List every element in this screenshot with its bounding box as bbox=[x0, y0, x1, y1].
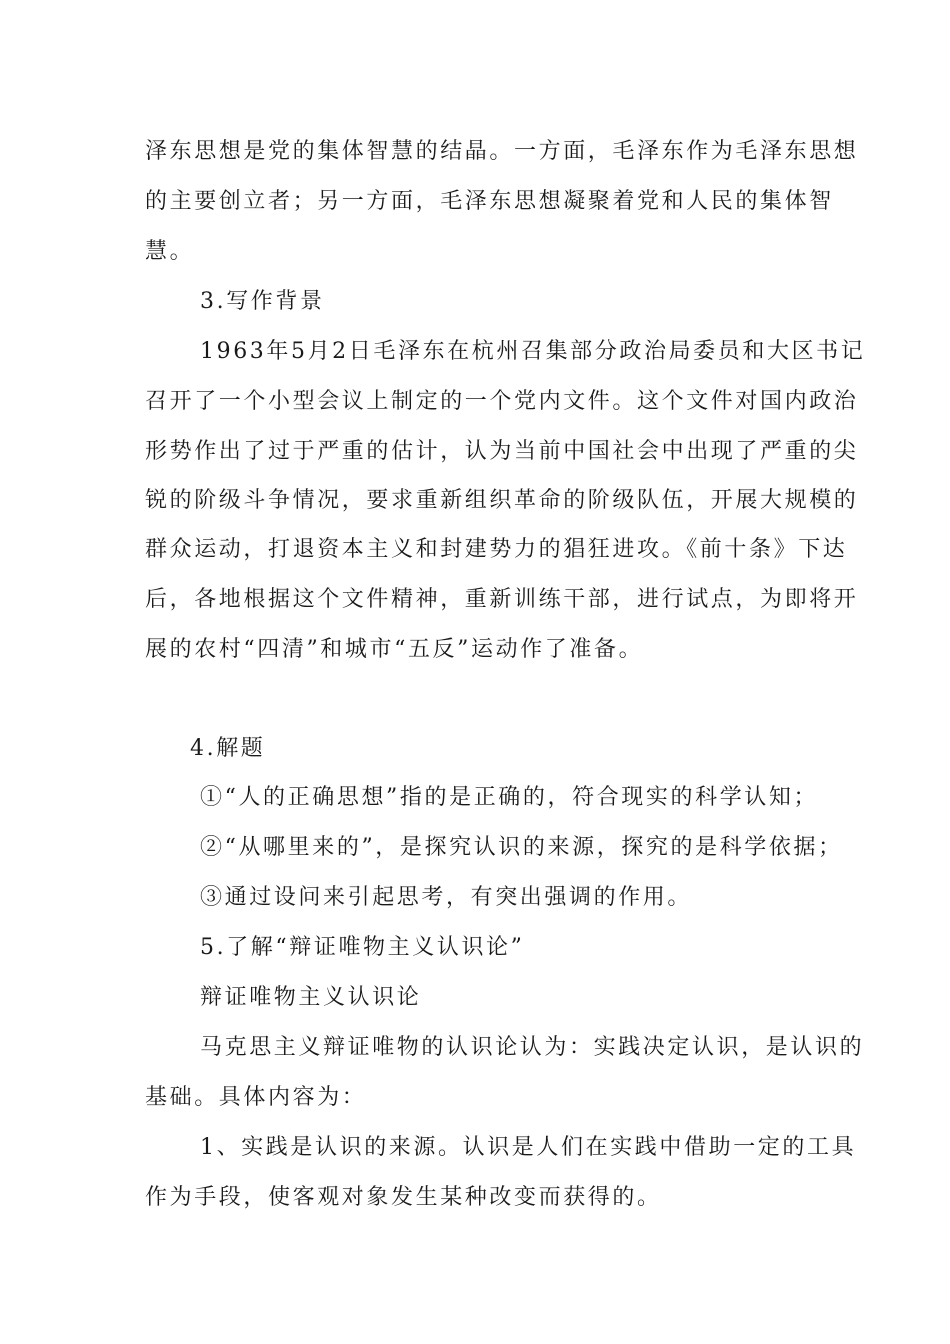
subheading: 辩证唯物主义认识论 bbox=[200, 985, 422, 1010]
section-heading-5: 5.了解“辩证唯物主义认识论” bbox=[200, 935, 525, 960]
section-heading-3: 3.写作背景 bbox=[200, 289, 325, 314]
paragraph-line: 的主要创立者；另一方面，毛泽东思想凝聚着党和人民的集体智 bbox=[145, 189, 834, 214]
paragraph-line: 展的农村“四清”和城市“五反”运动作了准备。 bbox=[145, 637, 644, 662]
paragraph-line: 1963年5月2日毛泽东在杭州召集部分政治局委员和大区书记 bbox=[200, 339, 866, 364]
list-item: ②“从哪里来的”，是探究认识的来源，探究的是科学依据； bbox=[200, 835, 843, 860]
paragraph-line: 锐的阶级斗争情况，要求重新组织革命的阶级队伍，开展大规模的 bbox=[145, 488, 859, 513]
paragraph-line: 召开了一个小型会议上制定的一个党内文件。这个文件对国内政治 bbox=[145, 389, 859, 414]
paragraph-line: 基础。具体内容为： bbox=[145, 1085, 367, 1110]
section-heading-4: 4.解题 bbox=[190, 736, 266, 761]
paragraph-line: 马克思主义辩证唯物的认识论认为：实践决定认识，是认识的 bbox=[200, 1035, 865, 1060]
paragraph-line: 形势作出了过于严重的估计，认为当前中国社会中出现了严重的尖 bbox=[145, 439, 859, 464]
list-item: ①“人的正确思想”指的是正确的，符合现实的科学认知； bbox=[200, 785, 819, 810]
list-item: ③通过设问来引起思考，有突出强调的作用。 bbox=[200, 885, 693, 910]
paragraph-line: 泽东思想是党的集体智慧的结晶。一方面，毛泽东作为毛泽东思想 bbox=[145, 139, 859, 164]
paragraph-line: 群众运动，打退资本主义和封建势力的猖狂进攻。《前十条》下达 bbox=[145, 537, 848, 562]
paragraph-line: 1、实践是认识的来源。认识是人们在实践中借助一定的工具 bbox=[200, 1135, 857, 1160]
paragraph-line: 后，各地根据这个文件精神，重新训练干部，进行试点，为即将开 bbox=[145, 587, 859, 612]
paragraph-line: 作为手段，使客观对象发生某种改变而获得的。 bbox=[145, 1185, 662, 1210]
paragraph-line: 慧。 bbox=[145, 239, 195, 264]
